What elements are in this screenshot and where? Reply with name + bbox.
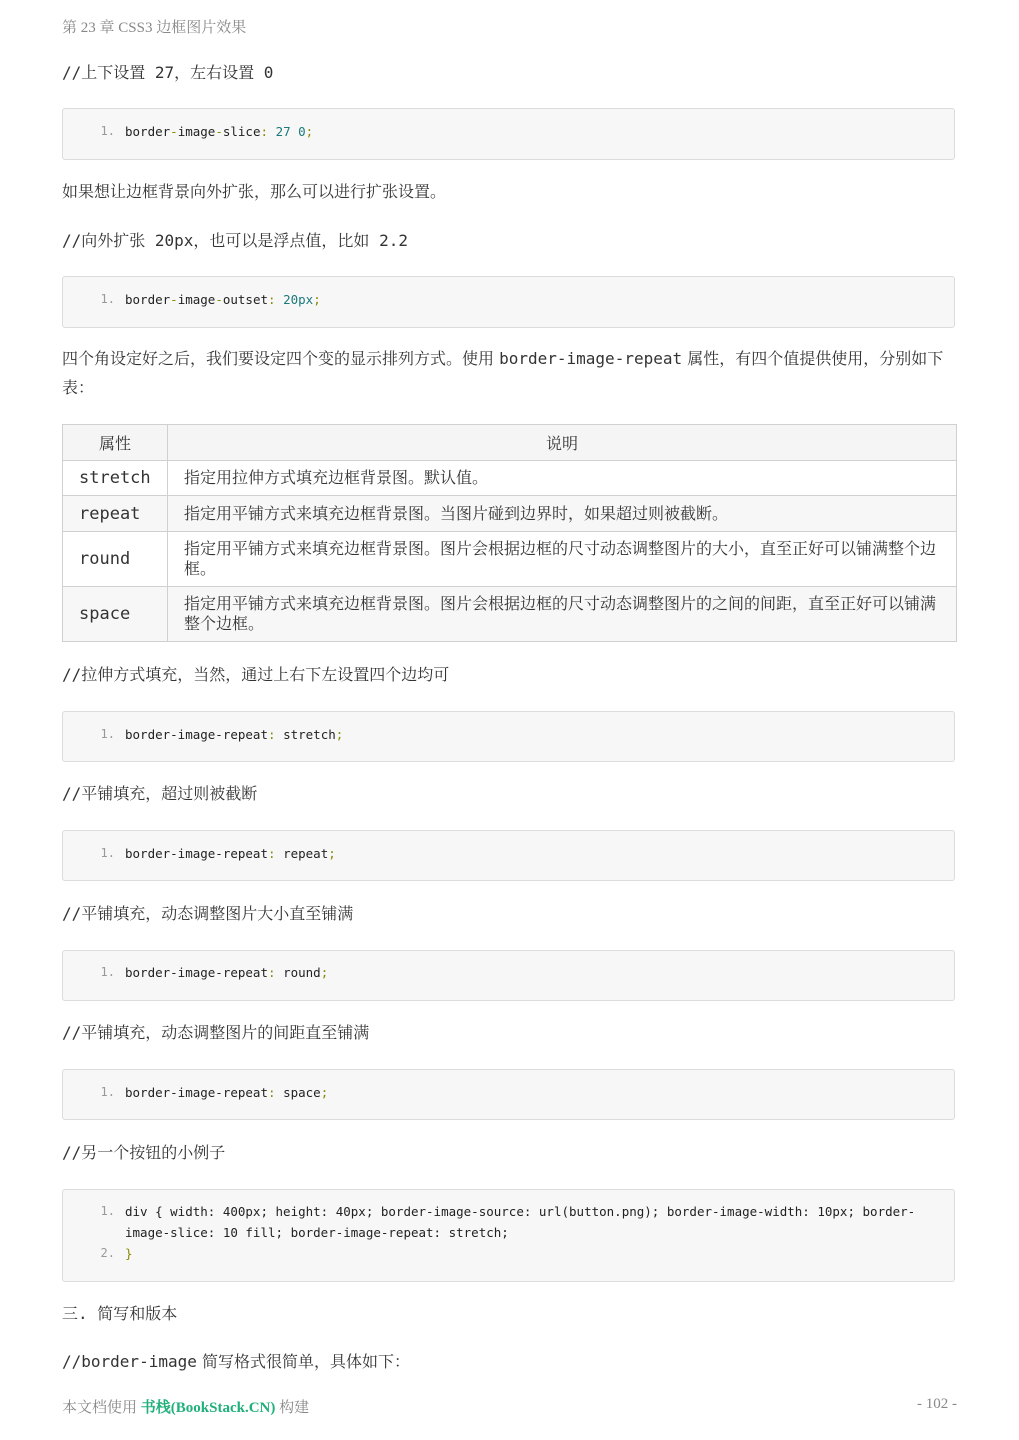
body-paragraph: 如果想让边框背景向外扩张，那么可以进行扩张设置。 <box>62 182 447 201</box>
table-row <box>63 461 957 496</box>
code-text: div { width: 400px; height: 40px; border-image-source: url(button.png); border-image-width: 10px; border- <box>125 1204 916 1219</box>
table-cell-attr: stretch <box>63 461 168 496</box>
table-row <box>63 496 957 532</box>
inline-code: border-image-repeat <box>499 349 683 368</box>
table-header-desc: 说明 <box>168 425 957 461</box>
code-text: border-image-repeat: space; <box>125 1085 329 1100</box>
code-text: border-image-repeat: round; <box>125 965 329 980</box>
line-number: 1. <box>100 846 115 860</box>
page-header-chapter: 第 23 章 CSS3 边框图片效果 <box>62 20 247 36</box>
comment-paragraph: //另一个按钮的小例子 <box>62 1143 226 1162</box>
code-text: border-image-outset: 20px; <box>125 292 321 307</box>
table-cell-desc: 指定用平铺方式来填充边框背景图。图片会根据边框的尺寸动态调整图片的之间的间距，直至正好可以铺满整个边框。 <box>168 587 957 642</box>
code-line <box>63 121 954 142</box>
code-line-continued <box>63 1222 954 1243</box>
line-number: 1. <box>100 1204 115 1218</box>
line-number: 1. <box>100 124 115 138</box>
code-block <box>62 108 955 160</box>
line-number: 1. <box>100 965 115 979</box>
comment-paragraph: //平铺填充，超过则被截断 <box>62 784 258 803</box>
code-block <box>62 830 955 881</box>
table-cell-desc: 指定用平铺方式来填充边框背景图。图片会根据边框的尺寸动态调整图片的大小，直至正好可以铺满整个边框。 <box>168 532 957 587</box>
footer-credit: 本文档使用 书栈(BookStack.CN) 构建 <box>62 1400 310 1416</box>
comment-paragraph: //拉伸方式填充，当然，通过上右下左设置四个边均可 <box>62 665 450 684</box>
code-line <box>63 289 954 310</box>
code-text: border-image-repeat: repeat; <box>125 846 336 861</box>
line-number: 1. <box>100 292 115 306</box>
code-line <box>63 1082 954 1103</box>
code-line <box>63 1201 954 1222</box>
comment-paragraph: //上下设置 27，左右设置 0 <box>62 63 274 82</box>
comment-paragraph: //平铺填充，动态调整图片的间距直至铺满 <box>62 1023 370 1042</box>
comment-paragraph: //向外扩张 20px，也可以是浮点值，比如 2.2 <box>62 231 408 250</box>
line-number: 2. <box>100 1246 115 1260</box>
inline-code: //border-image <box>62 1352 197 1371</box>
code-line <box>63 962 954 983</box>
page-number: - 102 - <box>917 1396 957 1412</box>
code-block <box>62 1189 955 1282</box>
table-row <box>63 587 957 642</box>
code-line <box>63 843 954 864</box>
table-row <box>63 532 957 587</box>
table-cell-attr: round <box>63 532 168 587</box>
code-line <box>63 1243 954 1264</box>
code-block <box>62 276 955 328</box>
code-line <box>63 724 954 745</box>
code-text: border-image-slice: 27 0; <box>125 124 314 139</box>
section-heading: 三. 简写和版本 <box>62 1304 178 1323</box>
table-cell-attr: repeat <box>63 496 168 532</box>
comment-paragraph: //平铺填充，动态调整图片大小直至铺满 <box>62 904 354 923</box>
code-block <box>62 1069 955 1120</box>
table-cell-desc: 指定用拉伸方式填充边框背景图。默认值。 <box>168 461 957 496</box>
table-cell-desc: 指定用平铺方式来填充边框背景图。当图片碰到边界时，如果超过则被截断。 <box>168 496 957 532</box>
footer-brand-link[interactable]: 书栈(BookStack.CN) <box>140 1400 276 1416</box>
code-text: image-slice: 10 fill; border-image-repeat: stretch; <box>125 1225 509 1240</box>
code-block <box>62 711 955 762</box>
line-number: 1. <box>100 727 115 741</box>
body-paragraph: 四个角设定好之后，我们要设定四个变的显示排列方式。使用 border-image-repeat 属性，有四个值提供使用，分别如下表： <box>62 349 944 397</box>
code-block <box>62 950 955 1001</box>
table-header-attr: 属性 <box>63 425 168 461</box>
table-cell-attr: space <box>63 587 168 642</box>
code-text: } <box>125 1246 133 1261</box>
body-paragraph: //border-image 简写格式很简单，具体如下： <box>62 1352 410 1371</box>
property-table <box>62 424 957 642</box>
line-number: 1. <box>100 1085 115 1099</box>
code-text: border-image-repeat: stretch; <box>125 727 344 742</box>
